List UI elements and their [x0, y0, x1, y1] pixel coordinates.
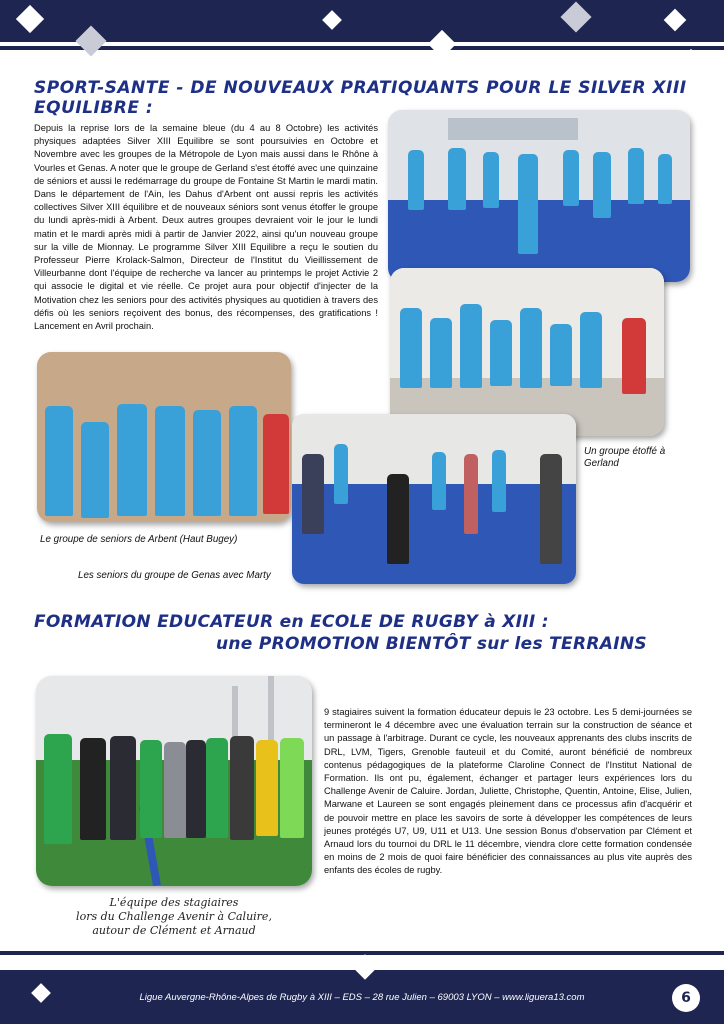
caption-gerland: Un groupe étoffé à Gerland	[584, 446, 666, 469]
section2-title-line2: une PROMOTION BIENTÔT sur les TERRAINS	[216, 634, 647, 654]
section1-body: Depuis la reprise lors de la semaine bleue (du 4 au 8 Octobre) les activités physiques adaptées Silver XIII Equilibre se sont poursuivies en Octobre et Novembre avec les groupes de la Métropole de Lyon mais aussi dans le Rhône à Vourles et Genas. A noter que le groupe de Gerland s'est étoffé avec une quinzaine de séniors et aussi le redémarrage du groupe de Fontaine St Martin le mardi matin. Dans le département de l'Ain, les Dahus d'Arbent ont aussi repris les activités collectives Silver XIII équilibre et de nouveaux séniors sont venus étoffer le groupe du lundi après-midi à Arbent. Deux autres groupes devraient voir le jour le lundi matin et le mardi après midi à partir de Janvier 2022, ainsi qu'un nouveau groupe sur la ville de Mionnay. Le programme Silver XIII Equilibre a reçu le soutien du Professeur Pierre Krolack-Salmon, Directeur de l'Institut du Vieillissement de Villeurbanne dont l'équipe de recherche va lancer au printemps le projet Activie 2 qui associe le digital et vie réelle. Ce projet aura pour objectif d'injecter de la Motivation chez les seniors pour des activités physiques au quotidien à travers des défis où les seniors reçoivent des bonus, des récompenses, des gratifications ! Lancement en Avril prochain.	[34, 123, 378, 332]
caption-stagiaires-line2: lors du Challenge Avenir à Caluire,	[76, 910, 272, 923]
photo-gerland-balls	[390, 268, 664, 436]
caption-stagiaires-line1: L'équipe des stagiaires	[109, 896, 239, 909]
header-stripe	[0, 46, 724, 50]
caption-stagiaires-line3: autour de Clément et Arnaud	[92, 924, 256, 937]
section2-body: 9 stagiaires suivent la formation éducateur depuis le 23 octobre. Les 5 demi-journées se termineront le 4 décembre avec une évaluation terrain sur la construction de séance et un passage à l'arbitrage. Durant ce cycle, les nouveaux apprenants des clubs inscrits de DRL, LVM, Tigers, Grenoble fauteuil et du Comité, auront bénéficié de nombreux contenus pédagogiques de la plateforme Claroline Connect de l'Institut National de Formation. Ils ont pu, également, échanger et partager leurs expériences lors du Challenge Avenir de Caluire. Jordan, Juliette, Christophe, Quentin, Antoine, Elise, Julien, Marwane et Laureen se sont engagés pleinement dans ce processus afin d'acquérir et de pouvoir mettre en place les savoirs de sorte à développer les compétences de leurs jeunes protégés U7, U9, U11 et U13. Une session Bonus d'observation par Clément et Arnaud lors du tournoi du DRL le 11 décembre, viendra clore cette formation condensée en moins de 2 mois de quoi faire bénéficier des connaissances au plus vite auprès des enfants des écoles de rugby.	[324, 707, 692, 876]
header-band	[0, 0, 724, 42]
header-diamond-icon	[684, 49, 698, 63]
photo-gerland-group	[388, 110, 690, 282]
caption-arbent: Le groupe de seniors de Arbent (Haut Bugey)	[40, 534, 238, 545]
section1-title: SPORT-SANTE - DE NOUVEAUX PRATIQUANTS POUR LE SILVER XIII EQUILIBRE :	[34, 78, 687, 118]
photo-arbent-group	[37, 352, 291, 522]
footer-stripe	[0, 951, 724, 955]
section2-title-line1: FORMATION EDUCATEUR en ECOLE DE RUGBY à XIII :	[34, 612, 549, 632]
caption-genas: Les seniors du groupe de Genas avec Marty	[78, 570, 271, 581]
caption-stagiaires	[44, 896, 304, 938]
photo-genas-group	[292, 414, 576, 584]
page-number: 6	[672, 984, 700, 1012]
photo-stagiaires	[36, 676, 312, 886]
footer-address: Ligue Auvergne-Rhône-Alpes de Rugby à XIII – EDS – 28 rue Julien – 69003 LYON – www.liguera13.com	[139, 992, 585, 1003]
section2-title	[34, 611, 694, 655]
